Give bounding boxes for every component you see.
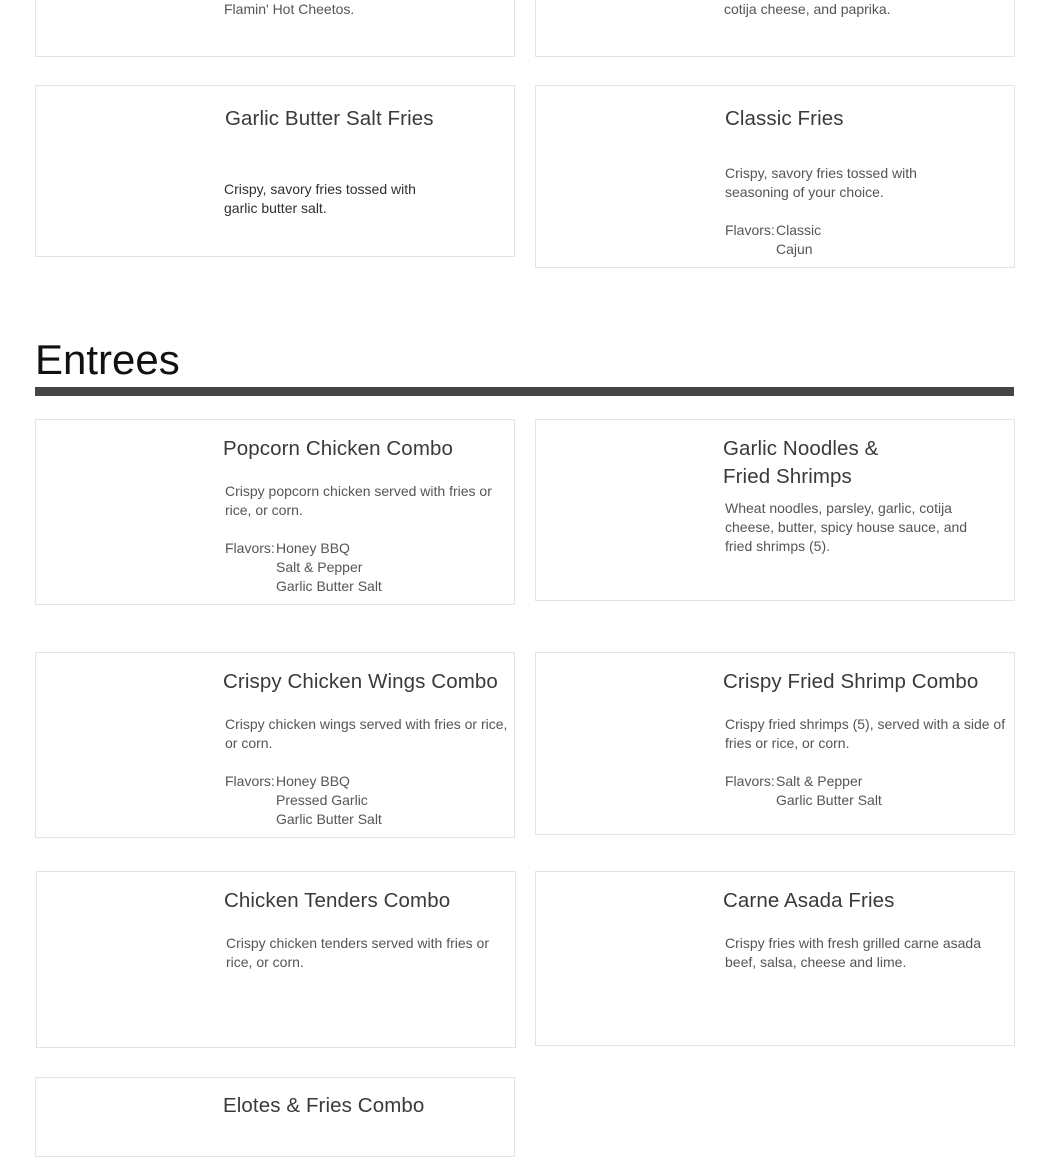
flavor-option: Salt & Pepper: [776, 773, 863, 789]
menu-item-title: Classic Fries: [725, 107, 844, 130]
menu-item-description: Crispy chicken tenders served with fries or rice, or corn.: [226, 935, 489, 970]
flavor-option: Honey BBQ: [276, 773, 350, 789]
menu-item-image: [36, 653, 221, 837]
menu-item-description: Crispy popcorn chicken served with fries or rice, or corn.: [225, 483, 492, 518]
flavor-option: Honey BBQ: [276, 540, 350, 556]
menu-item-image: [36, 420, 221, 604]
flavor-option: Cajun: [776, 241, 813, 257]
menu-card-garlic-butter-salt-fries[interactable]: [35, 85, 515, 257]
menu-card-classic-fries[interactable]: [535, 85, 1015, 268]
menu-item-title: Garlic Noodles & Fried Shrimps: [723, 437, 879, 488]
menu-item-image: [536, 420, 721, 600]
menu-item-description: Wheat noodles, parsley, garlic, cotija cheese, butter, spicy house sauce, and fried shrimps (5).: [725, 500, 968, 554]
menu-card-crispy-chicken-wings-combo[interactable]: [35, 652, 515, 838]
menu-item-title: Garlic Butter Salt Fries: [225, 107, 434, 130]
flavors-label: Flavors:: [225, 540, 275, 556]
menu-card-description-tail: cotija cheese, and paprika.: [724, 1, 891, 17]
menu-item-description: Crispy fried shrimps (5), served with a side of fries or rice, or corn.: [725, 716, 1006, 751]
menu-item-title: Crispy Fried Shrimp Combo: [723, 670, 979, 693]
section-heading-entrees: Entrees: [35, 336, 180, 383]
menu-item-image: [37, 872, 222, 1047]
menu-item-image: [36, 86, 221, 256]
menu-card-crispy-fried-shrimp-combo[interactable]: [535, 652, 1015, 835]
flavor-option: Garlic Butter Salt: [276, 811, 382, 827]
flavor-option: Salt & Pepper: [276, 559, 363, 575]
menu-item-flavors: [725, 221, 821, 259]
menu-item-title: Popcorn Chicken Combo: [223, 437, 453, 460]
menu-item-description: Crispy, savory fries tossed with seasoning of your choice.: [725, 165, 917, 200]
menu-item-image: [536, 872, 721, 1045]
menu-item-title: Carne Asada Fries: [723, 889, 895, 912]
flavors-label: Flavors:: [225, 773, 275, 789]
flavors-label: Flavors:: [725, 773, 775, 789]
menu-card-partial-right: [535, 0, 1015, 57]
menu-card-partial-left: [35, 0, 515, 57]
menu-item-title: Crispy Chicken Wings Combo: [223, 670, 498, 693]
menu-item-description: Crispy, savory fries tossed with garlic butter salt.: [224, 181, 416, 216]
flavor-option: Garlic Butter Salt: [776, 792, 882, 808]
menu-item-flavors: [225, 539, 382, 596]
flavor-option: Classic: [776, 222, 822, 238]
menu-card-description-tail: Flamin' Hot Cheetos.: [224, 1, 355, 17]
menu-item-image: [36, 1078, 221, 1156]
menu-item-image: [536, 653, 721, 834]
flavor-option: Pressed Garlic: [276, 792, 368, 808]
menu-item-flavors: [225, 772, 382, 829]
section-divider: [35, 387, 1014, 396]
menu-card-chicken-tenders-combo[interactable]: [36, 871, 516, 1048]
flavor-option: Garlic Butter Salt: [276, 578, 382, 594]
menu-item-image: [536, 86, 721, 267]
menu-card-popcorn-chicken-combo[interactable]: [35, 419, 515, 605]
menu-card-garlic-noodles-fried-shrimps[interactable]: [535, 419, 1015, 601]
menu-item-title: Chicken Tenders Combo: [224, 889, 451, 912]
menu-item-title: Elotes & Fries Combo: [223, 1094, 425, 1117]
menu-item-description: Crispy fries with fresh grilled carne asada beef, salsa, cheese and lime.: [725, 935, 981, 970]
menu-card-elotes-fries-combo[interactable]: [35, 1077, 515, 1157]
menu-item-flavors: [725, 772, 882, 810]
flavors-label: Flavors:: [725, 222, 775, 238]
menu-item-description: Crispy chicken wings served with fries or rice, or corn.: [225, 716, 508, 751]
menu-card-carne-asada-fries[interactable]: [535, 871, 1015, 1046]
